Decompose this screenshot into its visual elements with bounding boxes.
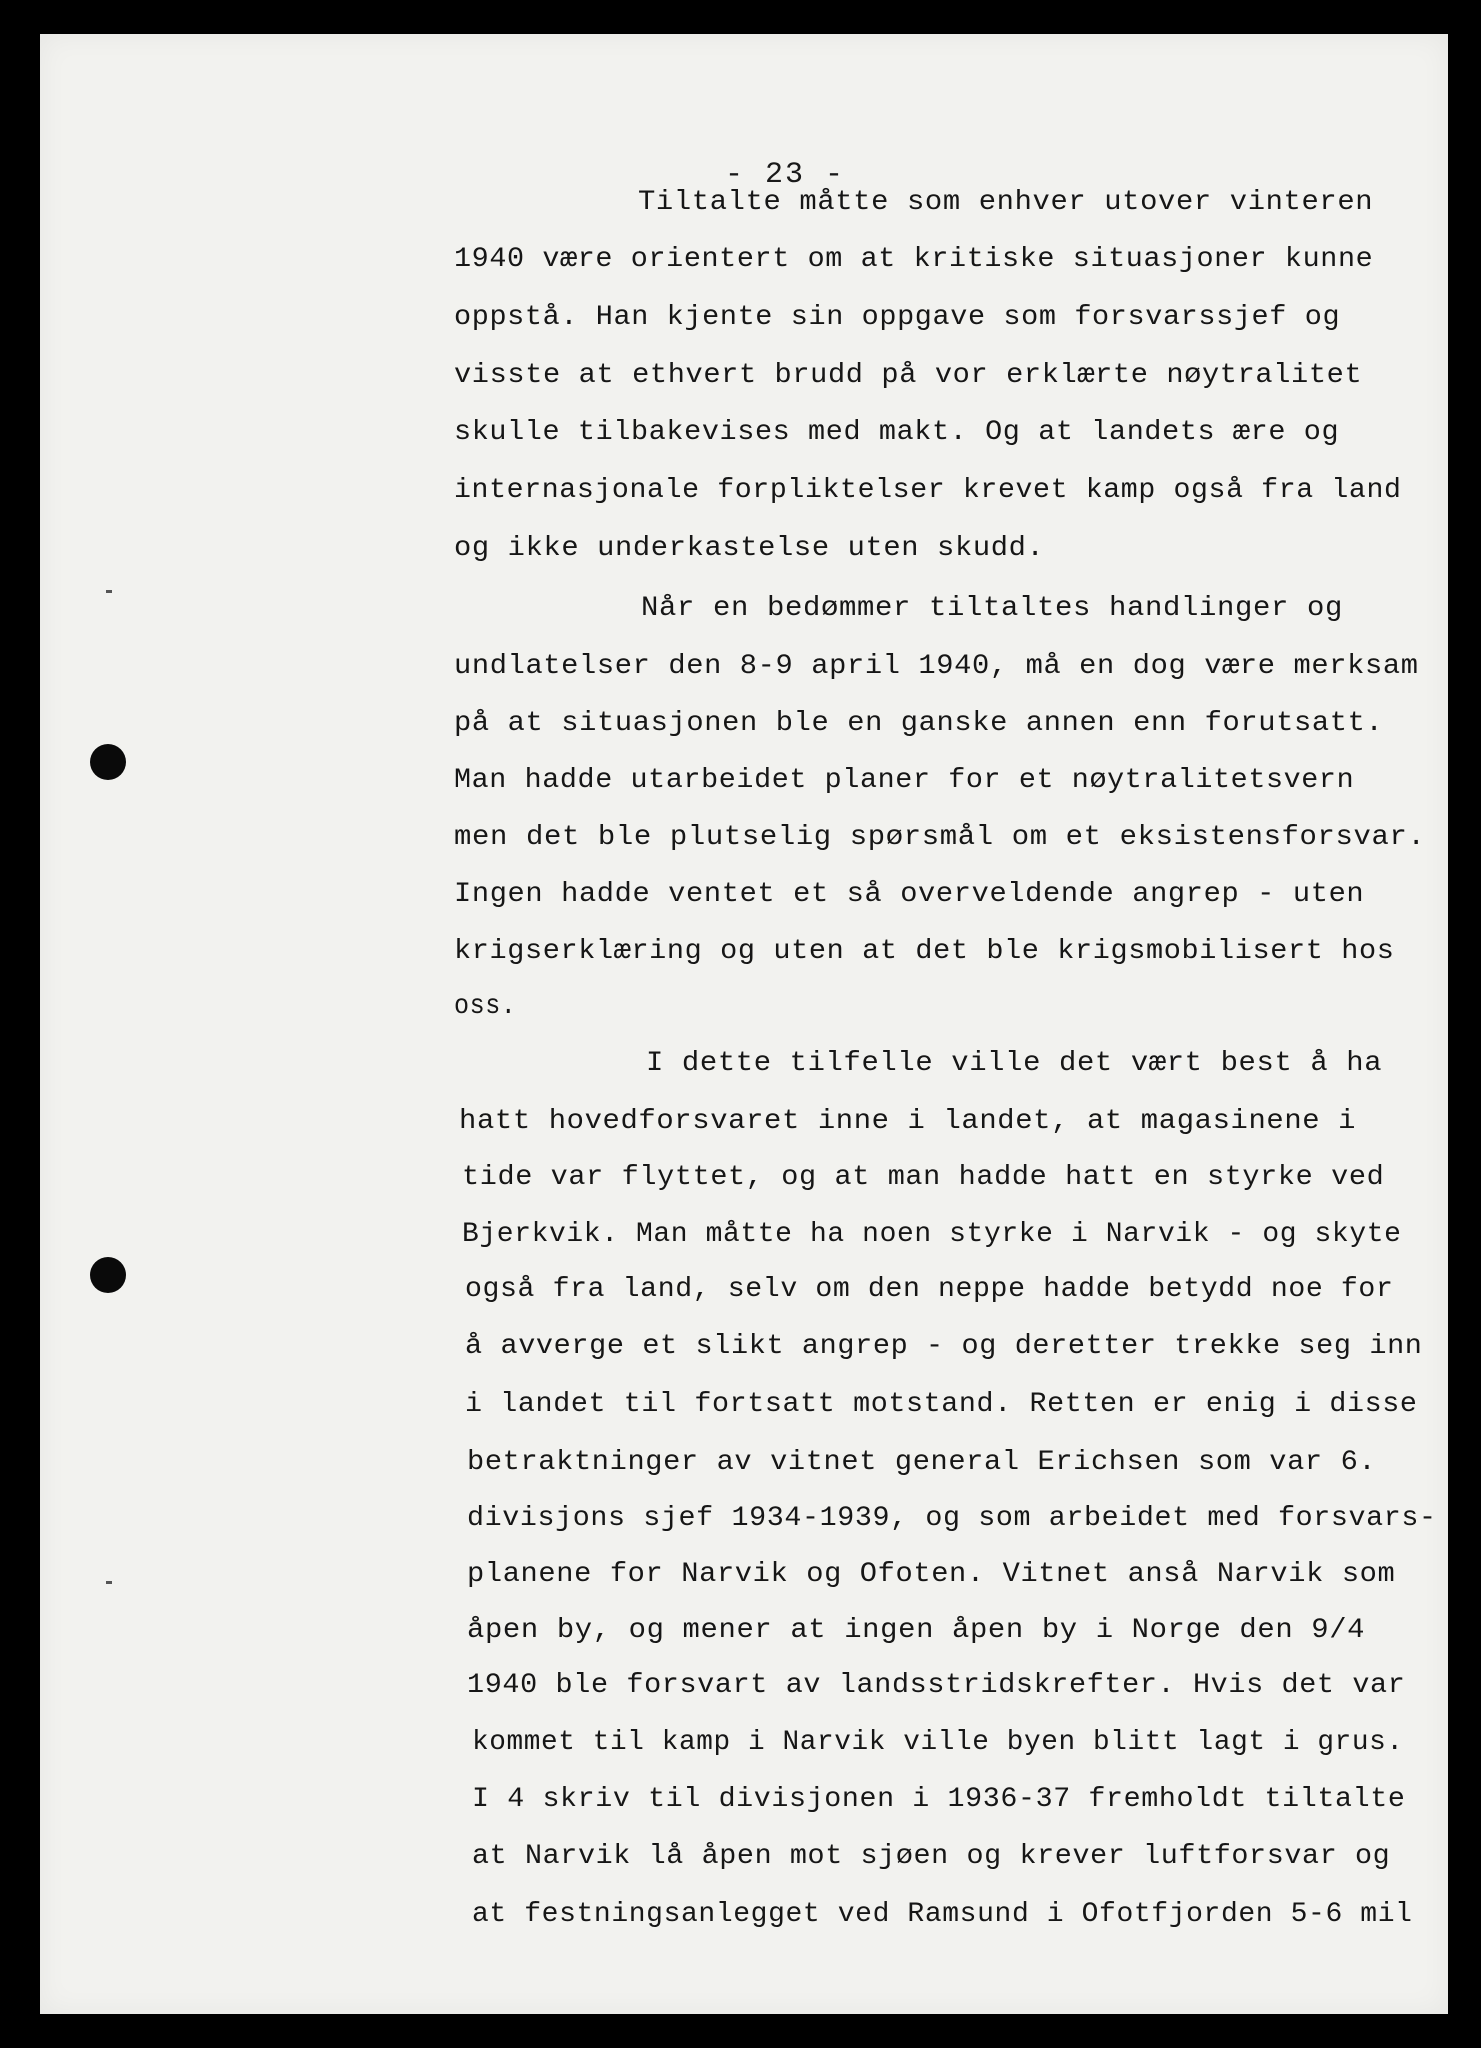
- text-line: hatt hovedforsvaret inne i landet, at magasinene i: [459, 1106, 1357, 1137]
- text-line: kommet til kamp i Narvik ville byen blitt lagt i grus.: [472, 1727, 1404, 1758]
- text-line: at festningsanlegget ved Ramsund i Ofotfjorden 5-6 mil: [472, 1899, 1413, 1930]
- text-line: krigserklæring og uten at det ble krigsmobilisert hos: [454, 936, 1395, 967]
- text-line: divisjons sjef 1934-1939, og som arbeidet med forsvars-: [467, 1503, 1437, 1534]
- text-line: åpen by, og mener at ingen åpen by i Norge den 9/4: [467, 1615, 1366, 1646]
- margin-mark: [106, 590, 112, 593]
- text-line: oss.: [454, 991, 517, 1022]
- text-line: å avverge et slikt angrep - og deretter trekke seg inn: [465, 1331, 1423, 1362]
- text-line: 1940 være orientert om at kritiske situasjoner kunne: [454, 244, 1374, 275]
- text-line: Bjerkvik. Man måtte ha noen styrke i Narvik - og skyte: [462, 1219, 1402, 1250]
- text-line: internasjonale forpliktelser krevet kamp også fra land: [454, 475, 1402, 506]
- page-number: - 23 -: [725, 158, 846, 192]
- text-line: visste at ethvert brudd på vor erklærte nøytralitet: [454, 360, 1363, 391]
- text-line: I dette tilfelle ville det vært best å ha: [646, 1048, 1383, 1079]
- text-line: I 4 skriv til divisjonen i 1936-37 fremholdt tiltalte: [472, 1784, 1406, 1815]
- text-line: 1940 ble forsvart av landsstridskrefter. Hvis det var: [467, 1670, 1406, 1701]
- text-line: Tiltalte måtte som enhver utover vinteren: [638, 187, 1374, 218]
- text-line: planene for Narvik og Ofoten. Vitnet anså Narvik som: [467, 1559, 1396, 1590]
- margin-mark: [106, 1581, 112, 1584]
- text-line: betraktninger av vitnet general Erichsen som var 6.: [467, 1447, 1377, 1478]
- punch-hole: [90, 744, 126, 780]
- text-line: tide var flyttet, og at man hadde hatt en styrke ved: [462, 1162, 1385, 1193]
- text-line: oppstå. Han kjente sin oppgave som forsvarssjef og: [454, 302, 1341, 333]
- text-line: i landet til fortsatt motstand. Retten er enig i disse: [465, 1389, 1418, 1420]
- text-line: også fra land, selv om den neppe hadde betydd noe for: [465, 1274, 1394, 1305]
- text-line: undlatelser den 8-9 april 1940, må en dog være merksam: [454, 651, 1419, 682]
- text-line: skulle tilbakevises med makt. Og at landets ære og: [454, 417, 1340, 448]
- text-line: Når en bedømmer tiltaltes handlinger og: [641, 593, 1344, 624]
- punch-hole: [90, 1257, 126, 1293]
- text-line: at Narvik lå åpen mot sjøen og krever luftforsvar og: [472, 1841, 1391, 1872]
- text-line: på at situasjonen ble en ganske annen enn forutsatt.: [454, 708, 1384, 739]
- document-body: [40, 34, 1448, 2014]
- text-line: men det ble plutselig spørsmål om et eksistensforsvar.: [454, 822, 1426, 853]
- document-page: [40, 34, 1448, 2014]
- text-line: Man hadde utarbeidet planer for et nøytralitetsvern: [454, 765, 1355, 796]
- text-line: og ikke underkastelse uten skudd.: [454, 533, 1045, 564]
- text-line: Ingen hadde ventet et så overveldende angrep - uten: [454, 879, 1365, 910]
